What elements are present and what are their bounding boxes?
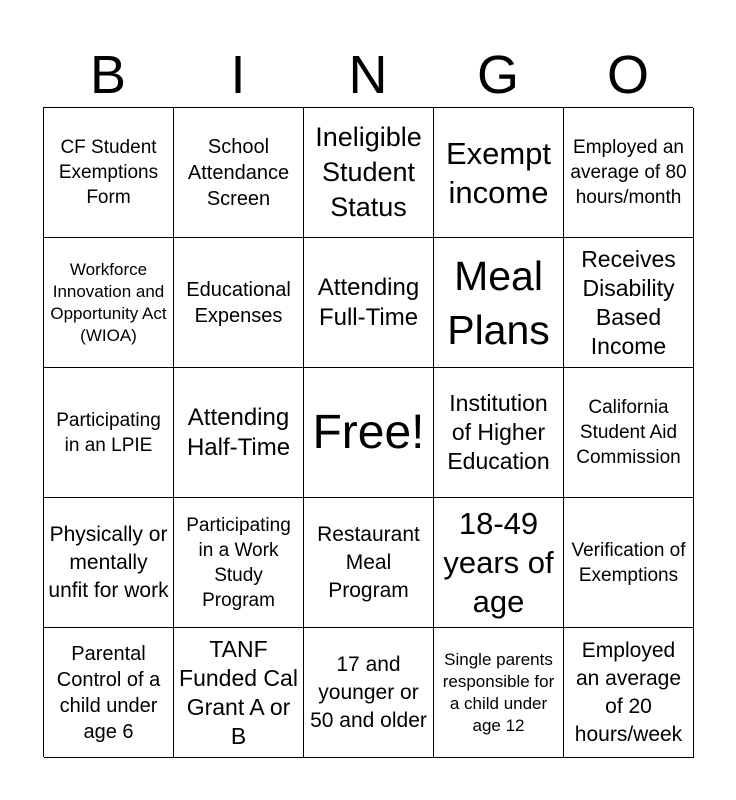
bingo-cell[interactable] bbox=[304, 628, 434, 758]
cell-text: Employed an average of 80 hours/month bbox=[570, 137, 687, 208]
bingo-cell[interactable] bbox=[434, 368, 564, 498]
bingo-cell[interactable] bbox=[564, 238, 694, 368]
cell-text: TANF Funded Cal Grant A or B bbox=[179, 635, 298, 749]
bingo-card-grid bbox=[43, 107, 693, 757]
bingo-cell[interactable] bbox=[174, 108, 304, 238]
cell-text: Receives Disability Based Income bbox=[581, 245, 676, 359]
cell-text: Educational Expenses bbox=[186, 278, 291, 327]
free-space-cell[interactable] bbox=[304, 368, 434, 498]
cell-text: Restaurant Meal Program bbox=[317, 522, 420, 602]
bingo-cell[interactable] bbox=[434, 498, 564, 628]
bingo-cell[interactable] bbox=[174, 238, 304, 368]
bingo-cell[interactable] bbox=[434, 238, 564, 368]
bingo-cell[interactable] bbox=[174, 368, 304, 498]
header-letter-b: B bbox=[89, 45, 127, 105]
cell-text: Workforce Innovation and Opportunity Act (WIOA) bbox=[50, 259, 167, 345]
cell-text: 18-49 years of age bbox=[443, 506, 554, 619]
cell-text: Ineligible Student Status bbox=[315, 122, 422, 222]
cell-text: Single parents responsible for a child under age 12 bbox=[442, 649, 555, 735]
bingo-cell[interactable] bbox=[434, 108, 564, 238]
bingo-cell[interactable] bbox=[564, 108, 694, 238]
bingo-cell[interactable] bbox=[174, 628, 304, 758]
bingo-cell[interactable] bbox=[434, 628, 564, 758]
cell-text: Attending Full-Time bbox=[317, 273, 420, 331]
bingo-cell[interactable] bbox=[44, 368, 174, 498]
bingo-header bbox=[43, 44, 693, 106]
cell-text: CF Student Exemptions Form bbox=[58, 137, 159, 208]
cell-text: School Attendance Screen bbox=[187, 135, 290, 210]
bingo-cell[interactable] bbox=[564, 628, 694, 758]
free-space-text: Free! bbox=[312, 405, 425, 459]
bingo-cell[interactable] bbox=[44, 108, 174, 238]
cell-text: Meal Plans bbox=[447, 252, 550, 353]
header-letter-i: I bbox=[230, 45, 246, 105]
bingo-cell[interactable] bbox=[44, 498, 174, 628]
cell-text: 17 and younger or 50 and older bbox=[310, 652, 427, 732]
bingo-cell[interactable] bbox=[304, 498, 434, 628]
bingo-cell[interactable] bbox=[44, 238, 174, 368]
header-letter-g: G bbox=[476, 45, 519, 105]
cell-text: Physically or mentally unfit for work bbox=[48, 522, 169, 602]
bingo-cell[interactable] bbox=[564, 498, 694, 628]
header-letter-o: O bbox=[606, 45, 649, 105]
cell-text: Attending Half-Time bbox=[186, 403, 291, 461]
cell-text: Institution of Higher Education bbox=[447, 390, 550, 474]
bingo-cell[interactable] bbox=[44, 628, 174, 758]
bingo-cell[interactable] bbox=[304, 238, 434, 368]
cell-text: Exempt income bbox=[445, 135, 552, 210]
header-letter-n: N bbox=[348, 45, 388, 105]
cell-text: Verification of Exemptions bbox=[571, 539, 686, 586]
bingo-cell[interactable] bbox=[174, 498, 304, 628]
bingo-cell[interactable] bbox=[564, 368, 694, 498]
cell-text: Employed an average of 20 hours/week bbox=[574, 638, 683, 746]
bingo-cell[interactable] bbox=[304, 108, 434, 238]
cell-text: Participating in a Work Study Program bbox=[186, 514, 291, 611]
cell-text: Parental Control of a child under age 6 bbox=[56, 642, 161, 743]
cell-text: California Student Aid Commission bbox=[576, 397, 681, 468]
cell-text: Participating in an LPIE bbox=[56, 409, 161, 456]
